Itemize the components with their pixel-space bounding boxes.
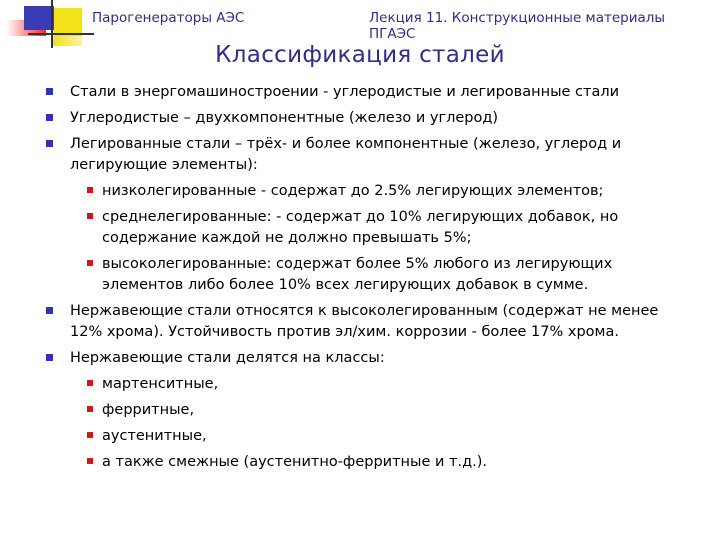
square-bullet-icon	[87, 432, 93, 438]
logo-yellow-square	[54, 8, 82, 36]
bullet-list	[46, 82, 686, 473]
square-bullet-icon	[46, 88, 53, 95]
sub-bullet-text: среднелегированные: - содержат до 10% легирующих добавок, но содержание каждой не должно превышать 5%;	[102, 209, 619, 246]
bullet-item	[46, 108, 686, 129]
square-bullet-icon	[46, 140, 53, 147]
sub-bullet-text: низколегированные - содержат до 2.5% легирующих элементов;	[102, 183, 604, 199]
sub-bullet-item	[78, 426, 686, 447]
square-bullet-icon	[46, 114, 53, 121]
bullet-text: Легированные стали – трёх- и более компонентные (железо, углерод и легирующие элементы):	[70, 136, 622, 173]
sub-bullet-text: мартенситные,	[102, 376, 219, 392]
bullet-item	[46, 301, 686, 343]
sub-bullet-item	[78, 254, 686, 296]
sub-bullet-item	[78, 400, 686, 421]
bullet-text: Углеродистые – двухкомпонентные (железо и углерод)	[70, 110, 499, 126]
sub-bullet-item	[78, 452, 686, 473]
bullet-item	[46, 348, 686, 473]
square-bullet-icon	[87, 187, 93, 193]
bullet-item	[46, 134, 686, 296]
sub-bullet-text: а также смежные (аустенитно-ферритные и т.д.).	[102, 454, 487, 470]
header-lecture: Лекция 11. Конструкционные материалы ПГАЭС	[369, 10, 666, 42]
bullet-item	[46, 82, 686, 103]
square-bullet-icon	[87, 458, 93, 464]
sub-bullet-item	[78, 207, 686, 249]
sub-bullet-text: высоколегированные: содержат более 5% любого из легирующих элементов либо более 10% всех легирующих добавок в сумме.	[102, 256, 613, 293]
bullet-text: Стали в энергомашиностроении - углеродистые и легированные стали	[70, 84, 620, 100]
header-course: Парогенераторы АЭС	[92, 10, 245, 26]
square-bullet-icon	[46, 354, 53, 361]
logo-horizontal-line	[28, 33, 94, 35]
square-bullet-icon	[87, 380, 93, 386]
stainless-classes-sublist	[78, 374, 686, 473]
square-bullet-icon	[87, 213, 93, 219]
bullet-text: Нержавеющие стали делятся на классы:	[70, 350, 385, 366]
sub-bullet-item	[78, 374, 686, 395]
logo-vertical-line	[51, 0, 53, 48]
sub-bullet-text: аустенитные,	[102, 428, 207, 444]
alloyed-sublist	[78, 181, 686, 296]
sub-bullet-text: ферритные,	[102, 402, 195, 418]
bullet-text: Нержавеющие стали относятся к высоколегированным (содержат не менее 12% хрома). Устойчивость против эл/хим. коррозии - более 17% хрома.	[70, 303, 659, 340]
slide-title: Классификация сталей	[215, 42, 505, 68]
square-bullet-icon	[87, 406, 93, 412]
logo-blue-square	[24, 6, 54, 30]
square-bullet-icon	[46, 307, 53, 314]
slide-content	[46, 82, 686, 478]
square-bullet-icon	[87, 260, 93, 266]
sub-bullet-item	[78, 181, 686, 202]
